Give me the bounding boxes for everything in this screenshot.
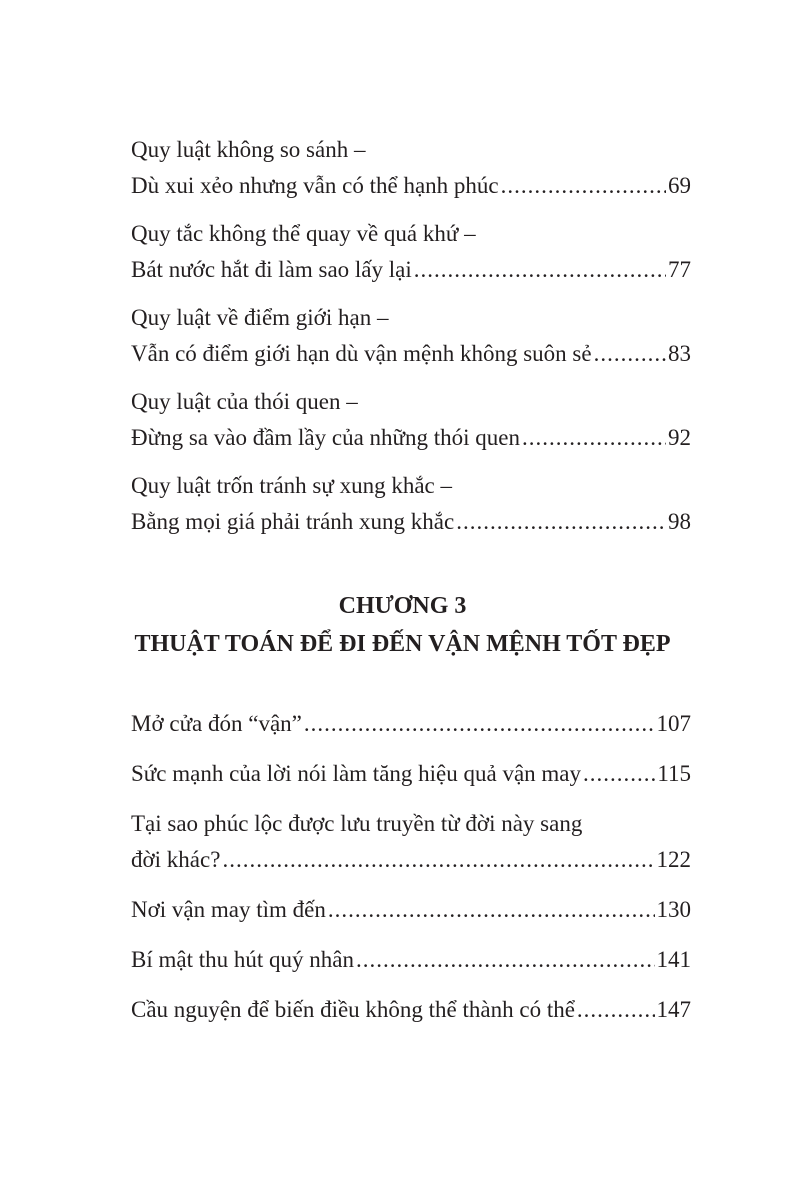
dot-leader	[501, 171, 666, 201]
toc-entry-title: đời khác?	[131, 847, 221, 872]
page-number: 77	[668, 257, 691, 282]
dot-leader	[583, 759, 655, 789]
toc-entry-title-line1: Quy luật của thói quen –	[131, 389, 358, 414]
toc-entry[interactable]	[131, 507, 691, 537]
dot-leader	[304, 709, 655, 739]
toc-entry[interactable]	[131, 895, 691, 925]
dot-leader	[414, 255, 666, 285]
toc-entry[interactable]	[131, 339, 691, 369]
dot-leader	[594, 339, 666, 369]
toc-entry-title: Bằng mọi giá phải tránh xung khắc	[131, 509, 455, 534]
page-number: 83	[668, 341, 691, 366]
toc-entry[interactable]	[131, 945, 691, 975]
toc-entry[interactable]	[131, 845, 691, 875]
toc-entry-title: Sức mạnh của lời nói làm tăng hiệu quả vận may	[131, 761, 582, 786]
page-number: 92	[668, 425, 691, 450]
page-number: 130	[656, 897, 691, 922]
toc-entry-title: Nơi vận may tìm đến	[131, 897, 326, 922]
page-number: 141	[656, 947, 691, 972]
page-number: 98	[668, 509, 691, 534]
toc-entry-title: Đừng sa vào đầm lầy của những thói quen	[131, 425, 521, 450]
dot-leader	[522, 423, 666, 453]
toc-entry-title: Dù xui xẻo nhưng vẫn có thể hạnh phúc	[131, 173, 499, 198]
chapter-label: CHƯƠNG 3	[338, 593, 467, 619]
toc-entry-title-line1: Quy luật về điểm giới hạn –	[131, 305, 389, 330]
toc-entry-title: Vẫn có điểm giới hạn dù vận mệnh không suôn sẻ	[131, 341, 592, 366]
dot-leader	[577, 995, 655, 1025]
toc-entry-title: Bát nước hắt đi làm sao lấy lại	[131, 257, 412, 282]
page-number: 147	[656, 997, 691, 1022]
dot-leader	[456, 507, 666, 537]
toc-entry[interactable]	[131, 171, 691, 201]
page-number: 122	[656, 847, 691, 872]
page-number: 69	[668, 173, 691, 198]
toc-entry[interactable]	[131, 255, 691, 285]
toc-entry-title: Mở cửa đón “vận”	[131, 711, 302, 736]
toc-entry[interactable]	[131, 995, 691, 1025]
toc-entry-title: Cầu nguyện để biến điều không thể thành có thể	[131, 997, 575, 1022]
page-number: 107	[656, 711, 691, 736]
toc-entry-title-line1: Quy tắc không thể quay về quá khứ –	[131, 221, 476, 246]
chapter-title: THUẬT TOÁN ĐỂ ĐI ĐẾN VẬN MỆNH TỐT ĐẸP	[134, 631, 671, 657]
toc-entry[interactable]	[131, 709, 691, 739]
toc-entry-title: Bí mật thu hút quý nhân	[131, 947, 354, 972]
dot-leader	[356, 945, 655, 975]
toc-entry-title-line1: Quy luật không so sánh –	[131, 137, 366, 162]
dot-leader	[222, 845, 654, 875]
toc-entry-title-line1: Quy luật trốn tránh sự xung khắc –	[131, 473, 452, 498]
toc-entry[interactable]	[131, 423, 691, 453]
toc-entry[interactable]	[131, 759, 691, 789]
dot-leader	[328, 895, 655, 925]
toc-entry-title-line1: Tại sao phúc lộc được lưu truyền từ đời này sang	[131, 811, 583, 836]
page-number: 115	[657, 761, 691, 786]
